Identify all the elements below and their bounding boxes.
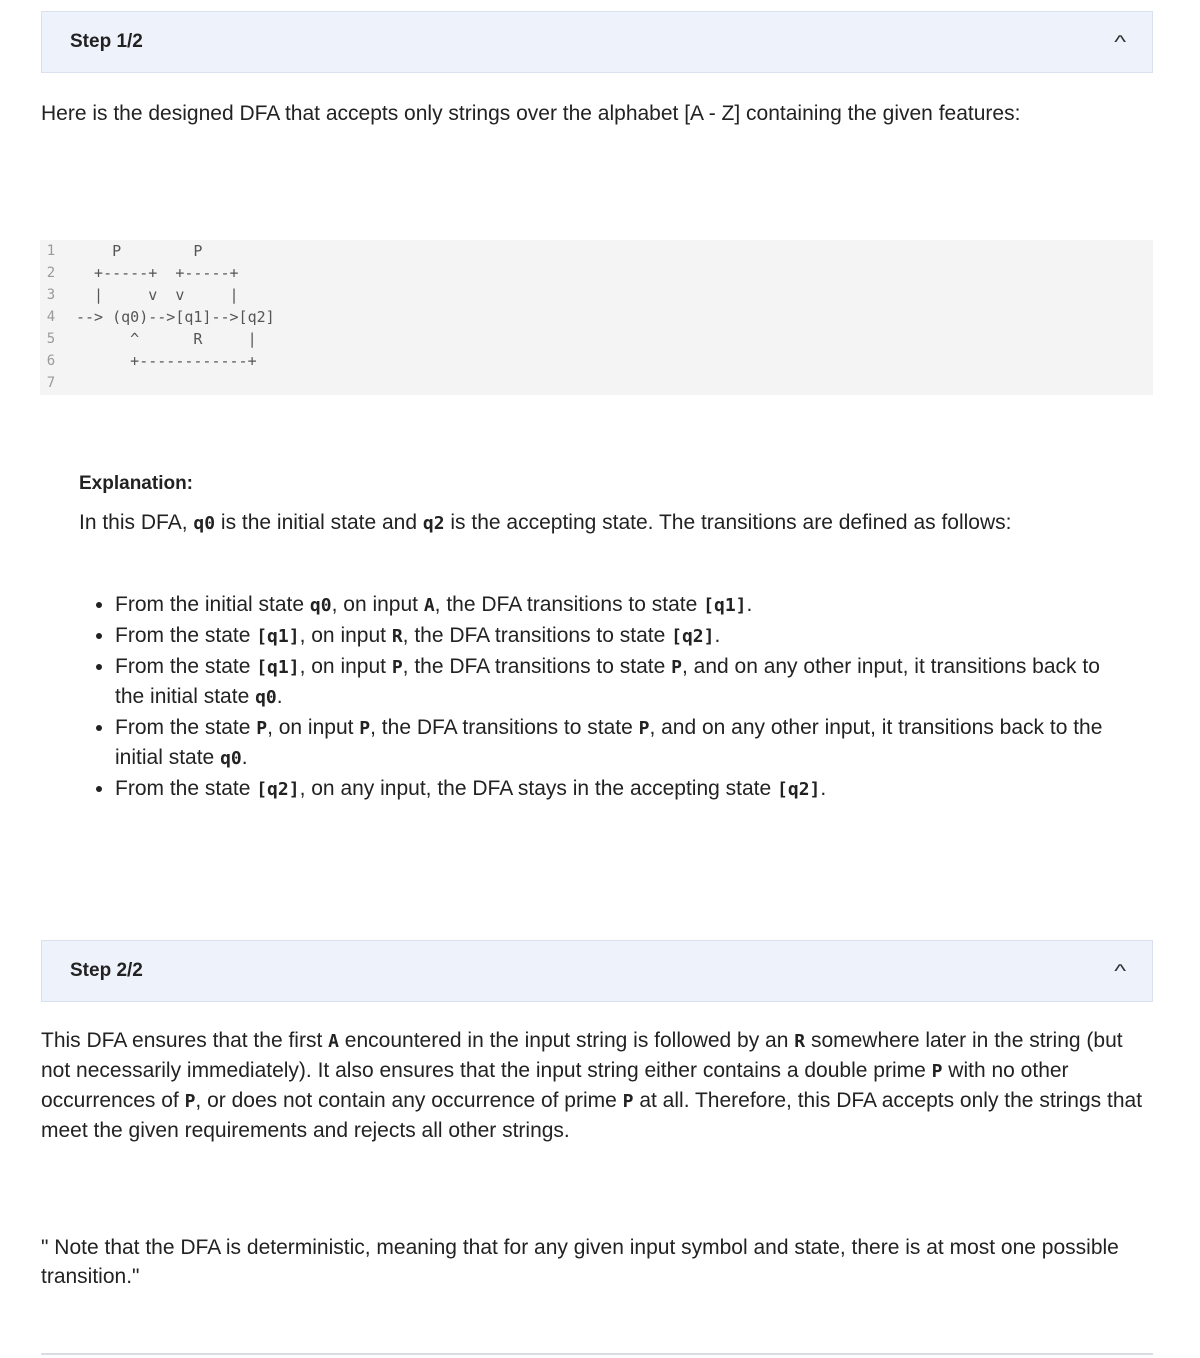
text-run: From the state xyxy=(115,624,257,647)
input-code: R xyxy=(794,1031,806,1052)
chevron-up-icon[interactable]: ^ xyxy=(1113,32,1126,52)
state-code: q0 xyxy=(255,687,277,708)
text-run: , and on any other input, it transitions back to the initial state xyxy=(115,716,1103,769)
text-run: encountered in the input string is followed by an xyxy=(338,1029,795,1052)
text-run: From the state xyxy=(115,777,257,800)
list-item xyxy=(115,713,1125,773)
step-1-intro: Here is the designed DFA that accepts only strings over the alphabet [A - Z] containing the given features: xyxy=(41,102,1021,125)
state-code: [q2] xyxy=(256,779,300,800)
code-line xyxy=(40,262,239,284)
text-run: , the DFA transitions to state xyxy=(402,655,672,678)
code-line xyxy=(40,284,239,306)
code-text: +-----+ +-----+ xyxy=(76,264,239,282)
line-number: 4 xyxy=(46,309,56,325)
text-run: , on input xyxy=(267,716,360,739)
text-run: , on any input, the DFA stays in the accepting state xyxy=(299,777,778,800)
state-code: P xyxy=(638,718,650,739)
text-run: In this DFA, xyxy=(79,511,194,534)
text-run: This DFA ensures that the first xyxy=(41,1029,329,1052)
text-run: . xyxy=(746,593,753,616)
line-number: 2 xyxy=(46,265,56,281)
text-run: From the state xyxy=(115,716,257,739)
list-item xyxy=(115,621,1125,651)
explanation-text xyxy=(79,508,1099,538)
step-1-header[interactable] xyxy=(41,11,1153,73)
state-code: [q1] xyxy=(256,626,300,647)
code-line xyxy=(40,306,275,328)
code-line xyxy=(40,350,257,372)
input-code: A xyxy=(328,1031,339,1052)
list-item xyxy=(115,590,1125,620)
line-number: 7 xyxy=(46,375,56,391)
input-code: P xyxy=(931,1061,943,1082)
state-q0: q0 xyxy=(193,513,216,534)
text-run: , or does not contain any occurrence of prime xyxy=(195,1089,623,1112)
text-run: From the initial state xyxy=(115,593,310,616)
list-item xyxy=(115,652,1125,712)
text-run: , on input xyxy=(299,655,392,678)
text-run: , the DFA transitions to state xyxy=(434,593,704,616)
list-item xyxy=(115,774,1125,804)
text-run: , the DFA transitions to state xyxy=(370,716,639,739)
input-code: P xyxy=(184,1091,196,1112)
input-code: P xyxy=(391,657,403,678)
explanation-title: Explanation: xyxy=(79,473,194,494)
text-run: at all. Therefore, this DFA accepts only the strings that meet the given requirements and rejects all other strings. xyxy=(41,1089,1143,1142)
text-run: , on input xyxy=(331,593,424,616)
state-code: q0 xyxy=(309,595,332,616)
code-text: +------------+ xyxy=(76,352,257,370)
code-text: P P xyxy=(76,242,203,260)
text-run: . xyxy=(714,624,721,647)
line-number: 5 xyxy=(46,331,56,347)
input-code: P xyxy=(622,1091,634,1112)
line-number: 6 xyxy=(46,353,56,369)
state-q2: q2 xyxy=(422,513,445,534)
section-divider xyxy=(41,1353,1153,1355)
code-line xyxy=(40,328,257,350)
step-2-note: " Note that the DFA is deterministic, meaning that for any given input symbol and state, there is at most one possible transition." xyxy=(41,1236,1119,1288)
step-2-body xyxy=(41,1026,1153,1145)
input-code: A xyxy=(423,595,435,616)
code-line xyxy=(40,240,202,262)
line-number: 1 xyxy=(46,243,56,259)
text-run: . xyxy=(241,746,248,769)
code-text: --> (q0)-->[q1]-->[q2] xyxy=(76,308,275,326)
step-2-header[interactable] xyxy=(41,940,1153,1002)
input-code: P xyxy=(359,718,371,739)
code-block xyxy=(40,240,1153,395)
text-run: is the initial state and xyxy=(215,511,423,534)
text-run: , and on any other input, it transitions back to the initial state xyxy=(115,655,1100,708)
text-run: . xyxy=(276,685,283,708)
state-code: P xyxy=(256,718,268,739)
text-run: with no other occurrences of xyxy=(41,1059,1069,1112)
state-code: [q2] xyxy=(671,626,715,647)
code-text: | v v | xyxy=(76,286,239,304)
state-code: q0 xyxy=(220,748,242,769)
text-run: somewhere later in the string (but not necessarily immediately). It also ensures that the input string either contains a double prime xyxy=(41,1029,1123,1082)
state-code: [q1] xyxy=(256,657,300,678)
state-code: [q2] xyxy=(777,779,821,800)
step-1-title: Step 1/2 xyxy=(70,31,143,52)
code-line xyxy=(40,372,76,394)
text-run: . xyxy=(820,777,827,800)
line-number: 3 xyxy=(46,287,56,303)
code-text: ^ R | xyxy=(76,330,257,348)
chevron-up-icon[interactable]: ^ xyxy=(1113,961,1126,981)
transition-list xyxy=(79,590,1125,805)
text-run: , the DFA transitions to state xyxy=(402,624,672,647)
state-code: [q1] xyxy=(703,595,747,616)
text-run: is the accepting state. The transitions are defined as follows: xyxy=(444,511,1012,534)
text-run: From the state xyxy=(115,655,257,678)
state-code: P xyxy=(671,657,682,678)
input-code: R xyxy=(391,626,403,647)
text-run: , on input xyxy=(299,624,392,647)
step-2-title: Step 2/2 xyxy=(70,960,143,981)
